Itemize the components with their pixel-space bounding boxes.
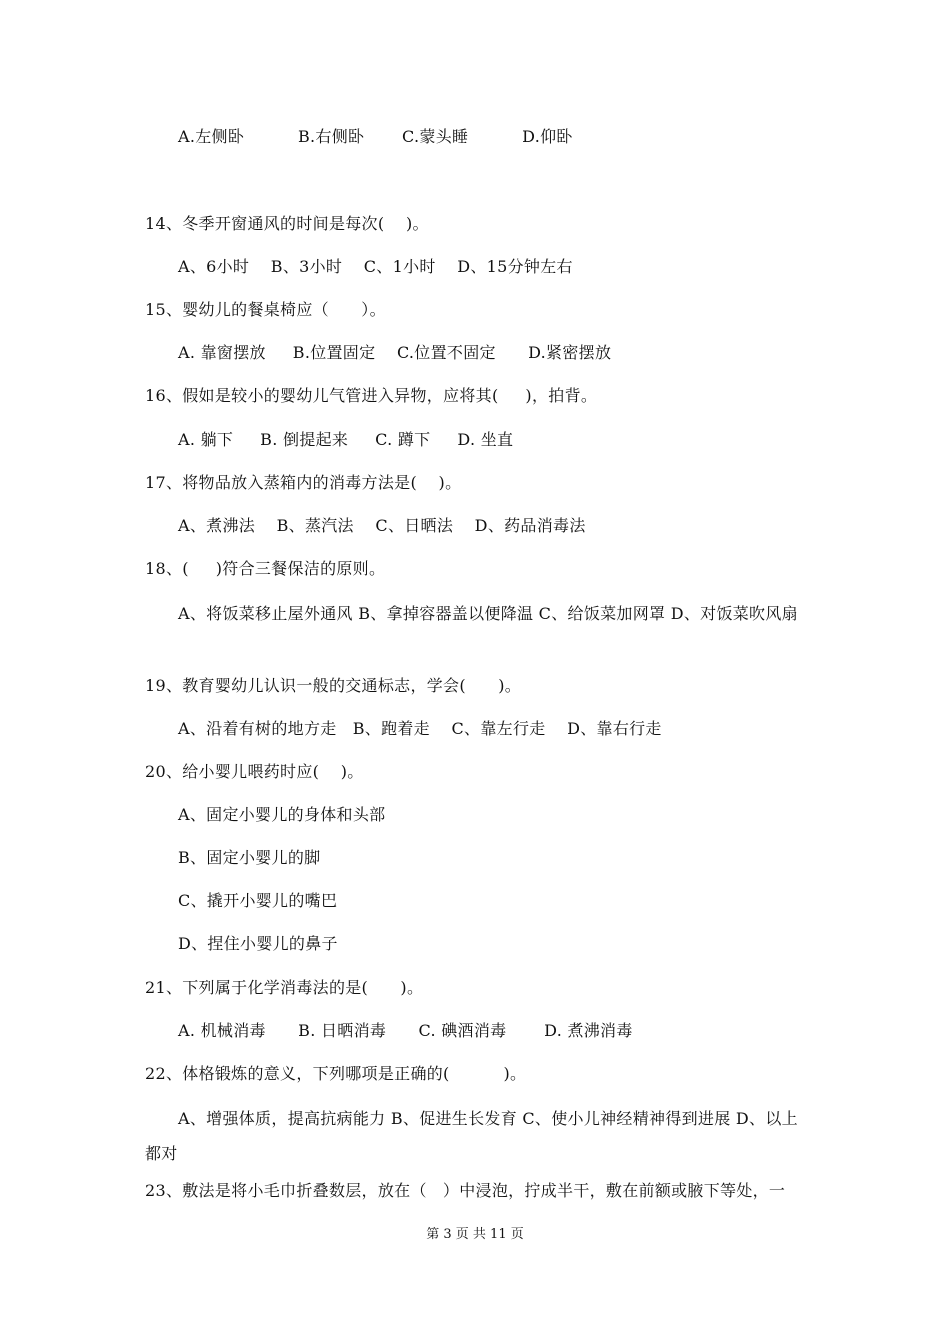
option-line: A. 机械消毒 B. 日晒消毒 C. 碘酒消毒 D. 煮沸消毒 [178, 1021, 633, 1040]
option-line: A、增强体质，提高抗病能力 B、促进生长发育 C、使小儿神经精神得到进展 D、以上都对 [145, 1109, 798, 1163]
question-stem: 23、敷法是将小毛巾折叠数层，放在（ ）中浸泡，拧成半干，敷在前额或腋下等处，一 [145, 1181, 786, 1200]
question-stem: 22、体格锻炼的意义，下列哪项是正确的( )。 [145, 1064, 527, 1083]
question-stem: 17、将物品放入蒸箱内的消毒方法是( )。 [145, 473, 462, 492]
question-stem: 16、假如是较小的婴幼儿气管进入异物，应将其( )，拍背。 [145, 386, 598, 405]
option-line: A. 靠窗摆放 B.位置固定 C.位置不固定 D.紧密摆放 [178, 343, 612, 362]
question-stem: 18、( )符合三餐保洁的原则。 [145, 559, 386, 578]
option-line: A、煮沸法 B、蒸汽法 C、日晒法 D、药品消毒法 [178, 516, 586, 535]
question-stem: 20、给小婴儿喂药时应( )。 [145, 762, 364, 781]
question-stem: 19、教育婴幼儿认识一般的交通标志，学会( )。 [145, 676, 522, 695]
question-stem: 14、冬季开窗通风的时间是每次( )。 [145, 214, 429, 233]
option-line: C、撬开小婴儿的嘴巴 [178, 891, 338, 910]
option-line: A、6小时 B、3小时 C、1小时 D、15分钟左右 [178, 257, 573, 276]
option-line: A.左侧卧 B.右侧卧 C.蒙头睡 D.仰卧 [178, 127, 573, 146]
option-line: A、固定小婴儿的身体和头部 [178, 805, 386, 824]
option-line: B、固定小婴儿的脚 [178, 848, 321, 867]
question-stem: 15、婴幼儿的餐桌椅应（ ）。 [145, 300, 386, 319]
question-stem: 21、下列属于化学消毒法的是( )。 [145, 978, 424, 997]
option-line: A、沿着有树的地方走 B、跑着走 C、靠左行走 D、靠右行走 [178, 719, 662, 738]
option-line: D、捏住小婴儿的鼻子 [178, 934, 338, 953]
option-line: A. 躺下 B. 倒提起来 C. 蹲下 D. 坐直 [178, 430, 514, 449]
page-footer: 第 3 页 共 11 页 [426, 1227, 524, 1242]
option-line: A、将饭菜移止屋外通风 B、拿掉容器盖以便降温 C、给饭菜加网罩 D、对饭菜吹风扇 [178, 604, 798, 623]
